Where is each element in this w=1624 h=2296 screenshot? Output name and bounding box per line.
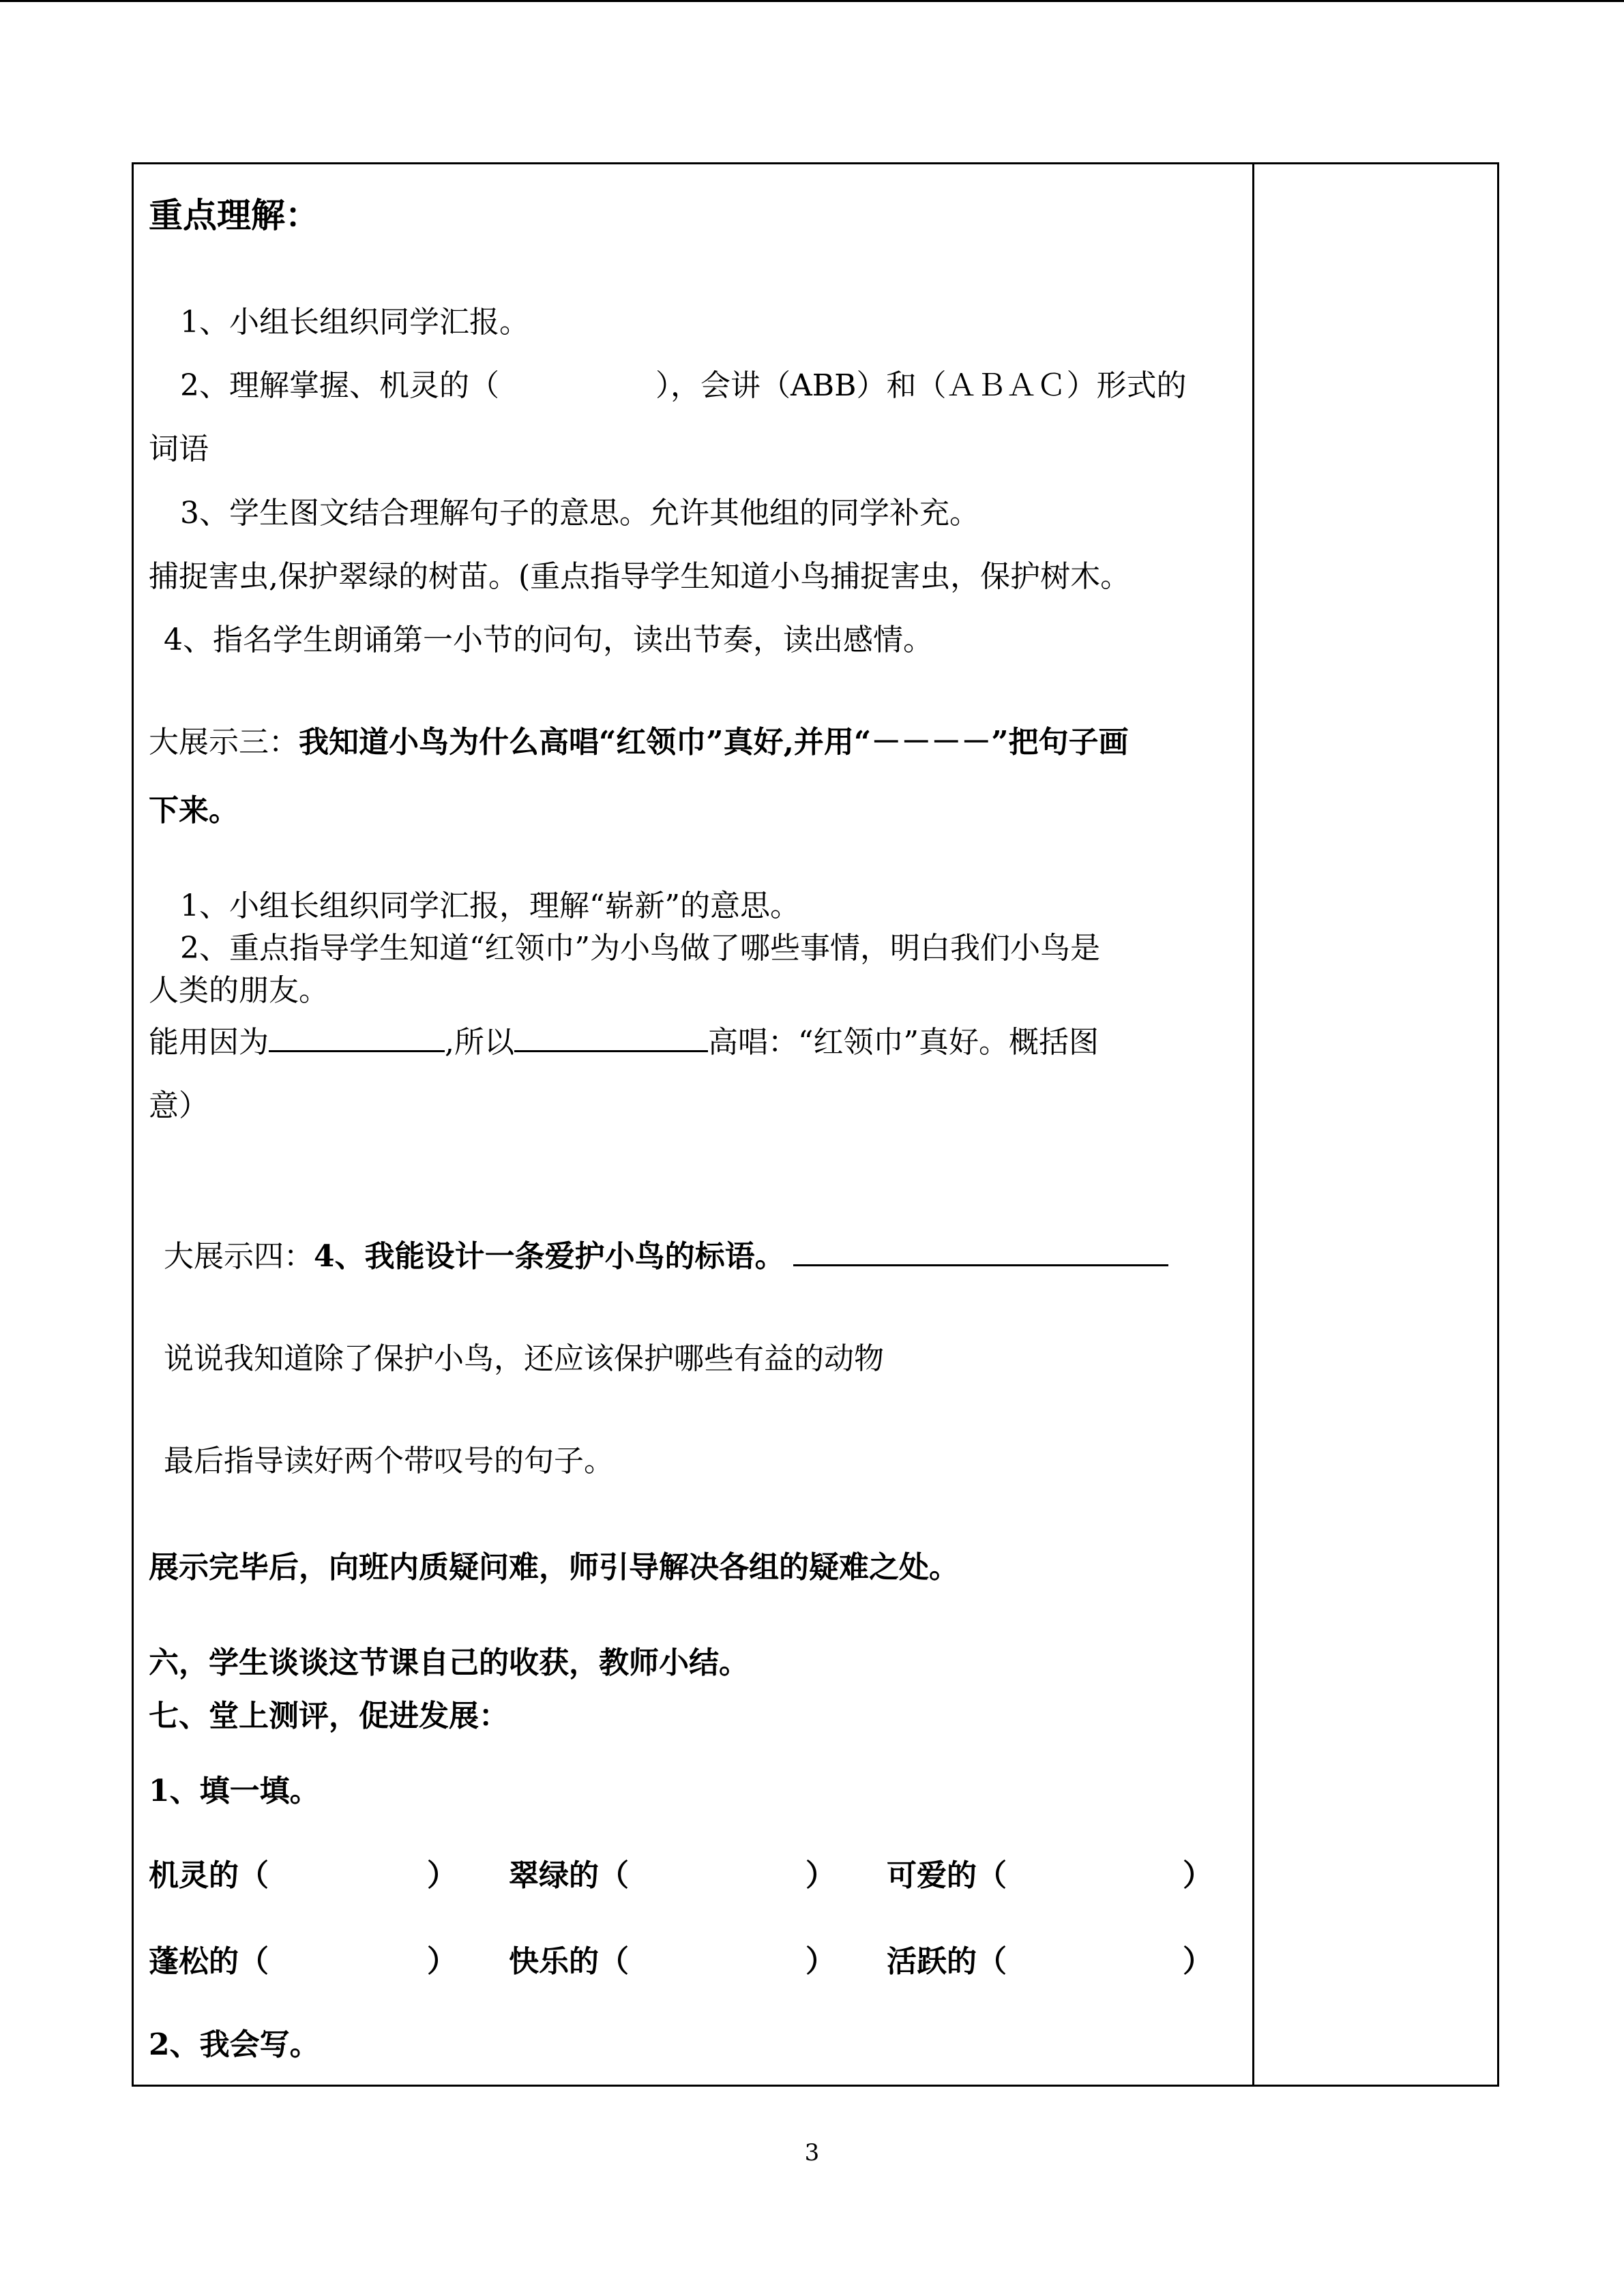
page-top-border	[0, 0, 1624, 2]
key-item-3: 3、学生图文结合理解句子的意思。允许其他组的同学补充。	[180, 496, 979, 531]
key-understanding-heading: 重点理解：	[149, 195, 319, 235]
showcase-3-fill-line	[149, 1025, 1099, 1060]
fill-item-close: ）	[1183, 1858, 1213, 1893]
key-item-2-continuation: 词语	[149, 432, 209, 466]
key-item-2-start: 2、理解掌握、机灵的（	[180, 368, 499, 403]
page-number: 3	[804, 2139, 820, 2166]
fill-item-label: 机灵的（	[149, 1858, 269, 1893]
showcase-3-title: 我知道小鸟为什么高唱“红领巾”真好,并用“－－－－”把句子画	[299, 725, 1129, 760]
fill-item-label: 蓬松的（	[149, 1944, 269, 1979]
showcase-4-line-3: 最后指导读好两个带叹号的句子。	[164, 1444, 614, 1478]
notes-column-cell	[1254, 164, 1497, 2085]
fill-blank-because[interactable]	[269, 1049, 445, 1052]
fill-item-close: ）	[806, 1858, 836, 1893]
fill-item-close: ）	[806, 1944, 836, 1979]
fill-sing: 高唱：“红领巾”真好。概括图	[708, 1025, 1099, 1060]
summary-line-3: 七、堂上测评，促进发展：	[149, 1699, 509, 1733]
fill-item-close: ）	[427, 1944, 457, 1979]
showcase-3-prefix: 大展示三：	[149, 725, 299, 760]
exercise-1-heading: 1、填一填。	[149, 1774, 320, 1808]
summary-line-2: 六，学生谈谈这节课自己的收获，教师小结。	[149, 1645, 749, 1680]
showcase-3-item-2-continuation: 人类的朋友。	[149, 973, 329, 1008]
fill-item-label: 活跃的（	[887, 1944, 1007, 1979]
key-item-3-detail: 捕捉害虫,保护翠绿的树苗。(重点指导学生知道小鸟捕捉害虫，保护树木。	[149, 559, 1131, 594]
exercise-2-heading: 2、我会写。	[149, 2027, 320, 2062]
fill-item-label: 翠绿的（	[509, 1858, 629, 1893]
lesson-table	[132, 162, 1499, 2087]
showcase-4-prefix: 大展示四：	[164, 1239, 314, 1274]
showcase-3-item-2: 2、重点指导学生知道“红领巾”为小鸟做了哪些事情，明白我们小鸟是	[180, 931, 1100, 966]
key-item-2-end: ），会讲（ABB）和（ＡＢＡＣ）形式的	[655, 368, 1187, 403]
slogan-blank[interactable]	[793, 1264, 1168, 1266]
fill-item-label: 快乐的（	[509, 1944, 629, 1979]
showcase-4-line	[164, 1239, 1168, 1274]
summary-line-1: 展示完毕后，向班内质疑问难，师引导解决各组的疑难之处。	[149, 1550, 959, 1585]
key-item-1: 1、小组长组织同学汇报。	[180, 305, 529, 340]
fill-blank-so[interactable]	[514, 1049, 708, 1052]
showcase-3-fill-continuation: 意）	[149, 1088, 209, 1123]
fill-item-label: 可爱的（	[887, 1858, 1007, 1893]
showcase-3-line-1	[149, 725, 1129, 760]
showcase-4-title: 4、我能设计一条爱护小鸟的标语。	[314, 1239, 785, 1274]
fill-item-close: ）	[427, 1858, 457, 1893]
showcase-3-title-continuation: 下来。	[149, 793, 239, 828]
showcase-4-line-2: 说说我知道除了保护小鸟，还应该保护哪些有益的动物	[164, 1341, 884, 1376]
fill-so: ,所以	[445, 1025, 514, 1060]
showcase-3-item-1: 1、小组长组织同学汇报，理解“崭新”的意思。	[180, 889, 800, 923]
fill-item-close: ）	[1183, 1944, 1213, 1979]
fill-because: 能用因为	[149, 1025, 269, 1060]
key-item-4: 4、指名学生朗诵第一小节的问句，读出节奏，读出感情。	[164, 623, 933, 657]
